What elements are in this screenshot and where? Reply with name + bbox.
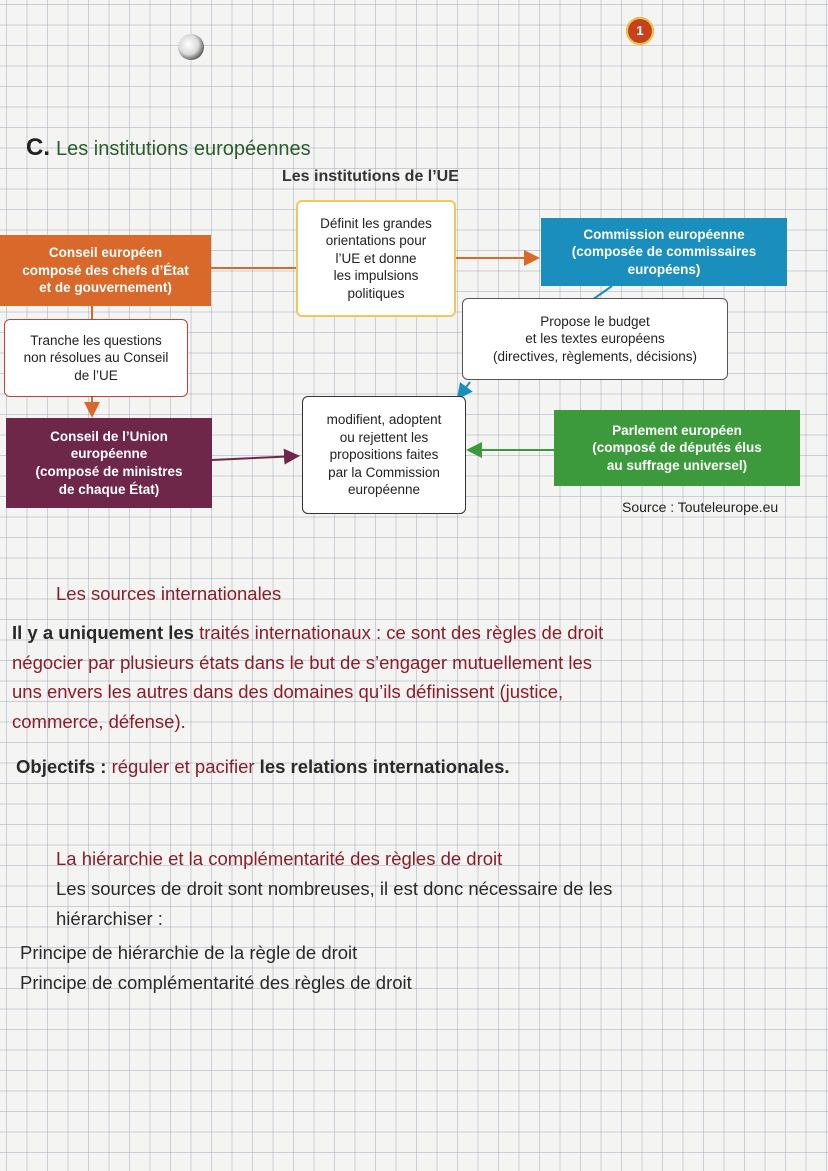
hierarchie-paragraph	[56, 874, 816, 933]
principe-hierarchie: Principe de hiérarchie de la règle de droit	[20, 942, 358, 963]
box-conseil-europeen: Conseil européen composé des chefs d’État et de gouvernement)	[0, 235, 211, 306]
paragraph-line-1: Il y a uniquement les traités internationaux : ce sont des règles de droit	[12, 622, 604, 643]
principes-list	[20, 938, 412, 997]
connector-union-modifient	[212, 456, 298, 460]
paragraph-line-3: uns envers les autres dans des domaines qu’ils définissent (justice,	[12, 681, 564, 703]
box-modifient-adoptent: modifient, adoptent ou rejettent les propositions faites par la Commission européenne	[302, 396, 466, 514]
paragraph-line-2: négocier par plusieurs états dans le but de s’engager mutuellement les	[12, 651, 593, 673]
hierarchie-line-2: hiérarchiser :	[56, 907, 163, 929]
hierarchie-line-1: Les sources de droit sont nombreuses, il est donc nécessaire de les	[56, 878, 613, 899]
principe-complementarite: Principe de complémentarité des règles de droit	[20, 971, 412, 993]
box-propose-budget: Propose le budget et les textes européens (directives, règlements, décisions)	[462, 298, 728, 380]
box-definit-orientations: Définit les grandes orientations pour l’UE et donne les impulsions politiques	[296, 200, 456, 317]
box-parlement-europeen: Parlement européen (composé de députés élus au suffrage universel)	[554, 410, 800, 486]
hierarchie-heading: La hiérarchie et la complémentarité des règles de droit	[56, 848, 503, 869]
box-commission-europeenne: Commission européenne (composée de commissaires européens)	[541, 218, 787, 286]
sources-heading: Les sources internationales	[56, 583, 282, 604]
diagram-source: Source : Touteleurope.eu	[622, 499, 779, 515]
box-conseil-union: Conseil de l’Union européenne (composé de ministres de chaque État)	[6, 418, 212, 508]
traites-paragraph	[12, 618, 812, 736]
section-letter: C.	[26, 134, 50, 161]
section-title: Les institutions européennes	[56, 138, 311, 160]
box-tranche-questions: Tranche les questions non résolues au Conseil de l’UE	[4, 319, 188, 397]
page-number-badge: 1	[626, 17, 654, 45]
diagram-title: Les institutions de l’UE	[282, 168, 459, 185]
paragraph-line-4: commerce, défense).	[12, 710, 186, 732]
objectifs-line: Objectifs : réguler et pacifier les relations internationales.	[16, 756, 510, 777]
binder-hole	[178, 34, 204, 60]
section-heading	[26, 134, 311, 162]
